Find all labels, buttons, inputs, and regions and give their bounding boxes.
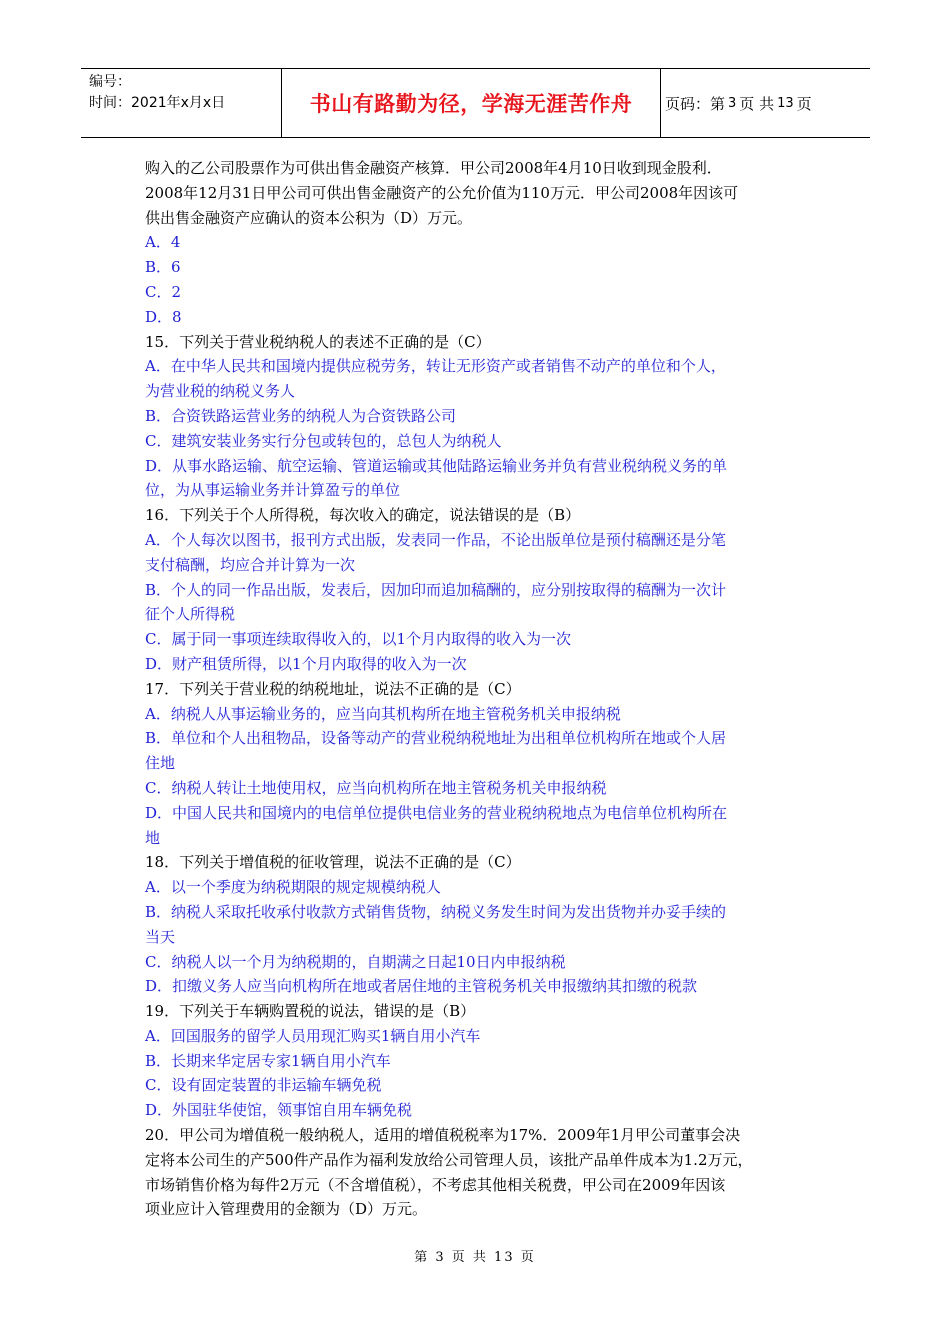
answer-option-line: B．长期来华定居专家1辆自用小汽车 (145, 1051, 391, 1070)
question-text-line: 17．下列关于营业税的纳税地址，说法不正确的是（C） (145, 679, 521, 698)
question-text-line: 购入的乙公司股票作为可供出售金融资产核算．甲公司2008年4月10日收到现金股利． (145, 159, 722, 177)
page-prefix: 页码：第 (665, 94, 726, 113)
answer-option-line: B．6 (145, 258, 181, 277)
answer-option-line: A．个人每次以图书，报刊方式出版，发表同一作品，不论出版单位是预付稿酬还是分笔 (145, 530, 726, 549)
answer-option-line: 当天 (145, 927, 176, 946)
answer-option-line: 住地 (145, 754, 176, 773)
answer-option-line: C．纳税人以一个月为纳税期的，自期满之日起10日内申报纳税 (145, 952, 566, 971)
question-text-line: 市场销售价格为每件2万元（不含增值税），不考虑其他相关税费，甲公司在2009年因该 (145, 1175, 726, 1194)
answer-option-line: D．8 (145, 307, 182, 326)
answer-option-line: 位，为从事运输业务并计算盈亏的单位 (145, 481, 401, 500)
answer-option-line: C．建筑安装业务实行分包或转包的，总包人为纳税人 (145, 431, 502, 450)
question-text-line: 项业应计入管理费用的金额为（D）万元。 (145, 1200, 428, 1219)
answer-option-line: B．合资铁路运营业务的纳税人为合资铁路公司 (145, 406, 457, 425)
header-left-cell (81, 69, 282, 137)
answer-option-line: D．外国驻华使馆，领事馆自用车辆免税 (145, 1101, 413, 1120)
answer-option-line: C．2 (145, 282, 182, 301)
page-mid: 页 共 (739, 94, 775, 113)
page-suffix: 页 (796, 94, 812, 113)
answer-option-line: B．单位和个人出租物品，设备等动产的营业税纳税地址为出租单位机构所在地或个人居 (145, 729, 727, 748)
question-text-line: 16．下列关于个人所得税，每次收入的确定，说法错误的是（B） (145, 506, 581, 525)
answer-option-line: B．纳税人采取托收承付收款方式销售货物，纳税义务发生时间为发出货物并办妥手续的 (145, 902, 727, 921)
page-indicator (661, 69, 870, 137)
number-label: 编号： (89, 74, 131, 90)
question-text-line: 18．下列关于增值税的征收管理，说法不正确的是（C） (145, 853, 521, 872)
question-text-line: 15．下列关于营业税纳税人的表述不正确的是（C） (145, 332, 491, 351)
answer-option-line: A．4 (145, 233, 181, 252)
question-text-line: 20．甲公司为增值税一般纳税人，适用的增值税税率为17%．2009年1月甲公司董事会决 (145, 1126, 741, 1145)
document-body (145, 156, 810, 1222)
answer-option-line: C．属于同一事项连续取得收入的，以1个月内取得的收入为一次 (145, 630, 572, 649)
page-total: 13 (777, 95, 794, 111)
answer-option-line: C．纳税人转让土地使用权，应当向机构所在地主管税务机关申报纳税 (145, 778, 607, 797)
question-text-line: 2008年12月31日甲公司可供出售金融资产的公允价值为110万元．甲公司2008年因该可 (145, 183, 739, 202)
motto: 书山有路勤为径，学海无涯苦作舟 (282, 69, 661, 137)
answer-option-line: 征个人所得税 (145, 605, 236, 624)
answer-option-line: A．回国服务的留学人员用现汇购买1辆自用小汽车 (145, 1026, 481, 1045)
answer-option-line: 支付稿酬，均应合并计算为一次 (145, 555, 356, 574)
answer-option-line: A．纳税人从事运输业务的，应当向其机构所在地主管税务机关申报纳税 (145, 704, 621, 723)
time-label: 时间：2021年x月x日 (89, 95, 226, 111)
answer-option-line: A．在中华人民共和国境内提供应税劳务，转让无形资产或者销售不动产的单位和个人， (145, 357, 726, 376)
answer-option-line: D．中国人民共和国境内的电信单位提供电信业务的营业税纳税地点为电信单位机构所在 (145, 803, 728, 822)
page-header (81, 68, 870, 138)
answer-option-line: D．财产租赁所得，以1个月内取得的收入为一次 (145, 654, 467, 673)
question-text-line: 19．下列关于车辆购置税的说法，错误的是（B） (145, 1002, 476, 1021)
question-text-line: 供出售金融资产应确认的资本公积为（D）万元。 (145, 208, 473, 227)
answer-option-line: D．从事水路运输、航空运输、管道运输或其他陆路运输业务并负有营业税纳税义务的单 (145, 456, 728, 475)
question-text-line: 定将本公司生的产500件产品作为福利发放给公司管理人员，该批产品单件成本为1.2万元， (145, 1150, 753, 1169)
answer-option-line: 地 (145, 828, 161, 847)
page-footer: 第 3 页 共 13 页 (414, 1250, 536, 1265)
answer-option-line: C．设有固定装置的非运输车辆免税 (145, 1076, 382, 1095)
answer-option-line: 为营业税的纳税义务人 (145, 382, 296, 401)
answer-option-line: D．扣缴义务人应当向机构所在地或者居住地的主管税务机关申报缴纳其扣缴的税款 (145, 977, 698, 996)
page-current: 3 (728, 95, 737, 111)
answer-option-line: B．个人的同一作品出版，发表后，因加印而追加稿酬的，应分别按取得的稿酬为一次计 (145, 580, 727, 599)
answer-option-line: A．以一个季度为纳税期限的规定规模纳税人 (145, 878, 441, 897)
